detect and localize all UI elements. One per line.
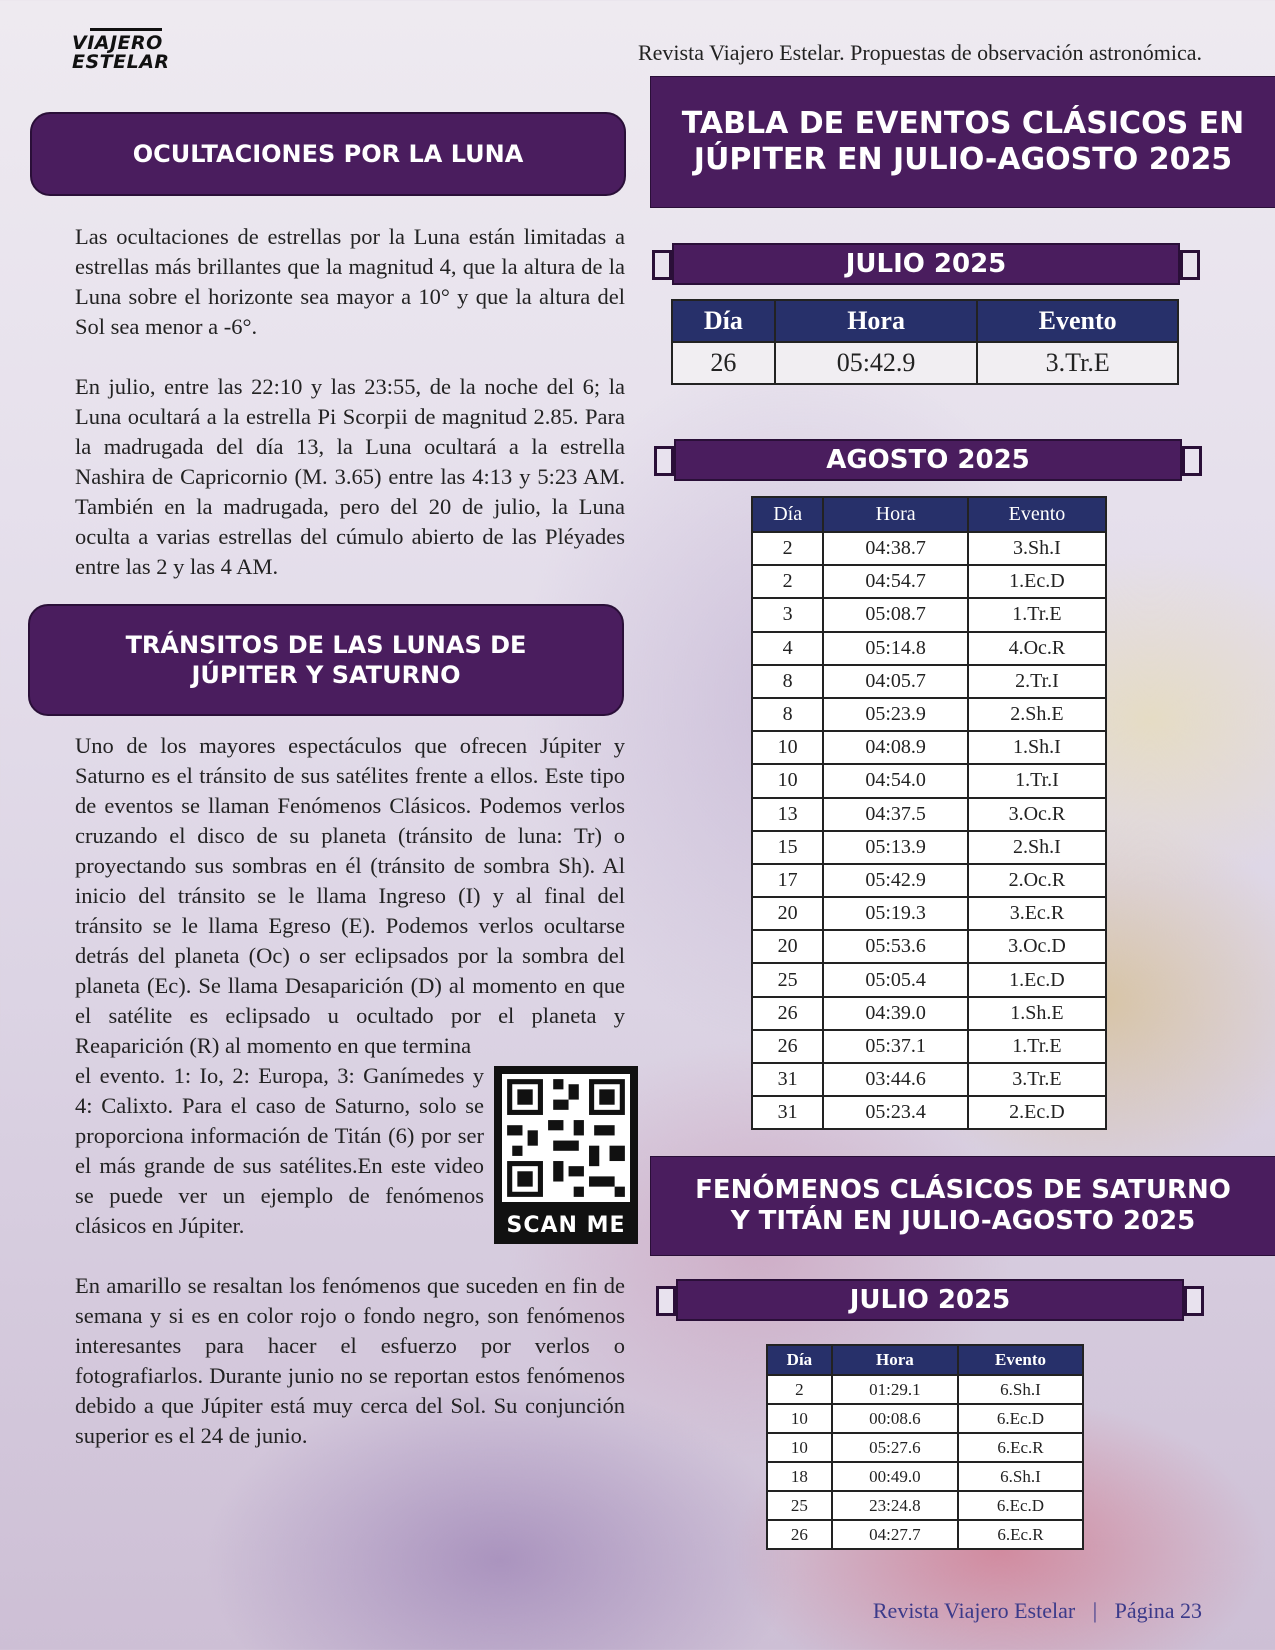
banner-end-right (1184, 1286, 1204, 1316)
cell-evento: 3.Tr.E (968, 1063, 1106, 1096)
table-row (752, 565, 1106, 598)
banner-end-right (1180, 250, 1200, 280)
saturn-title-line2: Y TITÁN EN JULIO-AGOSTO 2025 (730, 1206, 1196, 1236)
cell-evento: 6.Ec.D (958, 1404, 1083, 1433)
logo-line2: ESTELAR (72, 51, 170, 73)
banner-jupiter-agosto (674, 439, 1182, 481)
cell-hora: 04:37.5 (823, 798, 968, 831)
table-row (752, 698, 1106, 731)
paragraph-transitos-wrap: el evento. 1: Io, 2: Europa, 3: Ganímedes y 4: Calixto. Para el caso de Saturno, solo se proporciona información de Titán (6) por ser el más grande de sus satélites.En este video se puede ver un ejemplo de fenómenos clásicos en Júpiter. (75, 1063, 484, 1238)
header-hora: Hora (823, 497, 968, 532)
cell-hora: 05:13.9 (823, 831, 968, 864)
table-jupiter-julio (671, 299, 1179, 385)
cell-evento: 1.Tr.I (968, 764, 1106, 797)
section-title-jupiter (650, 76, 1275, 208)
section-title-saturno (650, 1156, 1275, 1256)
cell-dia: 10 (752, 731, 823, 764)
cell-evento: 1.Ec.D (968, 963, 1106, 996)
cell-evento: 3.Oc.D (968, 930, 1106, 963)
logo-line1: VIAJERO (72, 32, 163, 54)
jupiter-title-line2: JÚPITER EN JULIO-AGOSTO 2025 (693, 142, 1233, 177)
cell-dia: 26 (767, 1520, 832, 1549)
jupiter-title-line1: TABLA DE EVENTOS CLÁSICOS EN (681, 106, 1245, 141)
table-row (767, 1491, 1083, 1520)
cell-dia: 13 (752, 798, 823, 831)
cell-evento: 1.Sh.I (968, 731, 1106, 764)
cell-dia: 20 (752, 897, 823, 930)
cell-evento: 2.Sh.E (968, 698, 1106, 731)
cell-evento: 2.Oc.R (968, 864, 1106, 897)
table-row (672, 342, 1178, 384)
cell-dia: 10 (767, 1404, 832, 1433)
header-dia: Día (752, 497, 823, 532)
cell-hora: 03:44.6 (823, 1063, 968, 1096)
cell-hora: 05:08.7 (823, 598, 968, 631)
cell-evento: 2.Ec.D (968, 1096, 1106, 1129)
section-title-line2: JÚPITER Y SATURNO (191, 661, 461, 689)
cell-hora: 05:14.8 (823, 632, 968, 665)
cell-evento: 1.Sh.E (968, 997, 1106, 1030)
cell-dia: 2 (752, 532, 823, 565)
saturn-title-line1: FENÓMENOS CLÁSICOS DE SATURNO (695, 1175, 1231, 1205)
cell-hora: 04:54.7 (823, 565, 968, 598)
cell-evento: 3.Oc.R (968, 798, 1106, 831)
cell-hora: 01:29.1 (832, 1375, 958, 1404)
paragraph-ocultaciones-1: Las ocultaciones de estrellas por la Luna están limitadas a estrellas más brillantes que la magnitud 4, que la altura de la Luna sobre el horizonte sea mayor a 10° y que la altura del Sol sea menor a -6°. (75, 224, 625, 339)
table-row (752, 532, 1106, 565)
cell-dia: 31 (752, 1096, 823, 1129)
cell-evento: 6.Ec.D (958, 1491, 1083, 1520)
section-title-text: OCULTACIONES POR LA LUNA (132, 140, 524, 168)
cell-hora: 04:39.0 (823, 997, 968, 1030)
table-row (767, 1433, 1083, 1462)
banner-end-left (654, 446, 674, 476)
table-row (752, 963, 1106, 996)
cell-evento: 1.Tr.E (968, 1030, 1106, 1063)
cell-dia: 18 (767, 1462, 832, 1491)
cell-dia: 3 (752, 598, 823, 631)
paragraph-colores: En amarillo se resaltan los fenómenos que suceden en fin de semana y si es en color rojo o fondo negro, son fenómenos interesantes para hacer el esfuerzo por verlos o fotografiarlos. Durante junio no se reportan estos fenómenos debido a que Júpiter está muy cerca del Sol. Su conjunción superior es el 24 de junio. (75, 1273, 625, 1448)
cell-hora: 05:42.9 (823, 864, 968, 897)
header-evento: Evento (968, 497, 1106, 532)
qr-code[interactable] (494, 1066, 638, 1244)
paragraph-transitos: Uno de los mayores espectáculos que ofrecen Júpiter y Saturno es el tránsito de sus satélites frente a ellos. Este tipo de eventos se llaman Fenómenos Clásicos. Podemos verlos cruzando el disco de su planeta (tránsito de luna: Tr) o proyectando sus sombras en él (tránsito de sombra Sh). Al inicio del tránsito se le llama Ingreso (I) y al final del tránsito se le llama Egreso (E). Podemos verlos ocultarse detrás del planeta (Oc) o ser eclipsados por la sombra del planeta (Ec). Se llama Desaparición (D) al momento en que el satélite es eclipsado u ocultado por el planeta y Reaparición (R) al momento en que termina (75, 733, 625, 1058)
section-title-ocultaciones (30, 112, 626, 196)
cell-evento: 2.Tr.I (968, 665, 1106, 698)
cell-evento: 6.Sh.I (958, 1375, 1083, 1404)
footer (873, 1598, 1202, 1624)
cell-hora: 00:08.6 (832, 1404, 958, 1433)
table-header-row (752, 497, 1106, 532)
header-evento: Evento (958, 1345, 1083, 1375)
cell-evento: 4.Oc.R (968, 632, 1106, 665)
table-saturno-julio (766, 1344, 1084, 1550)
header-hora: Hora (775, 300, 978, 342)
cell-evento: 1.Tr.E (968, 598, 1106, 631)
cell-evento: 3.Ec.R (968, 897, 1106, 930)
banner-text: AGOSTO 2025 (826, 445, 1030, 475)
table-row (752, 665, 1106, 698)
table-row (752, 598, 1106, 631)
cell-hora: 04:08.9 (823, 731, 968, 764)
table-row (752, 930, 1106, 963)
cell-evento: 6.Sh.I (958, 1462, 1083, 1491)
table-row (752, 764, 1106, 797)
header-hora: Hora (832, 1345, 958, 1375)
page-number: Página 23 (1114, 1598, 1202, 1623)
running-title: Revista Viajero Estelar. Propuestas de observación astronómica. (637, 40, 1202, 65)
cell-dia: 10 (767, 1433, 832, 1462)
footer-magazine: Revista Viajero Estelar (872, 1598, 1076, 1623)
table-row (752, 731, 1106, 764)
table-row (752, 831, 1106, 864)
cell-hora: 05:27.6 (832, 1433, 958, 1462)
qr-label: SCAN ME (506, 1213, 626, 1238)
cell-evento: 6.Ec.R (958, 1433, 1083, 1462)
cell-dia: 2 (752, 565, 823, 598)
table-row (752, 1063, 1106, 1096)
table-row (767, 1375, 1083, 1404)
banner-end-left (656, 1286, 676, 1316)
cell-dia: 8 (752, 665, 823, 698)
banner-end-right (1182, 446, 1202, 476)
cell-dia: 26 (752, 1030, 823, 1063)
cell-hora: 04:27.7 (832, 1520, 958, 1549)
cell-hora: 04:38.7 (823, 532, 968, 565)
header-dia: Día (672, 300, 775, 342)
cell-dia: 31 (752, 1063, 823, 1096)
banner-jupiter-julio (672, 243, 1180, 285)
qr-code-icon (502, 1074, 630, 1202)
table-row (767, 1404, 1083, 1433)
cell-hora: 05:23.4 (823, 1096, 968, 1129)
paragraph-ocultaciones-2: En julio, entre las 22:10 y las 23:55, de la noche del 6; la Luna ocultará a la estrella Pi Scorpii de magnitud 2.85. Para la madrugada del día 13, la Luna ocultará a la estrella Nashira de Capricornio (M. 3.65) entre las 4:13 y 5:23 AM. También en la madrugada, pero del 20 de julio, la Luna oculta a varias estrellas del cúmulo abierto de las Pléyades entre las 2 y las 4 AM. (75, 374, 625, 579)
telescope-icon (90, 28, 162, 31)
cell-hora: 04:54.0 (823, 764, 968, 797)
cell-dia: 17 (752, 864, 823, 897)
table-row (752, 1030, 1106, 1063)
table-header-row (672, 300, 1178, 342)
cell-hora: 05:42.9 (775, 342, 978, 384)
cell-hora: 05:23.9 (823, 698, 968, 731)
cell-hora: 05:05.4 (823, 963, 968, 996)
cell-evento: 1.Ec.D (968, 565, 1106, 598)
logo (72, 30, 170, 74)
cell-dia: 15 (752, 831, 823, 864)
header-dia: Día (767, 1345, 832, 1375)
cell-dia: 2 (767, 1375, 832, 1404)
cell-evento: 6.Ec.R (958, 1520, 1083, 1549)
cell-hora: 05:37.1 (823, 1030, 968, 1063)
banner-text: JULIO 2025 (845, 249, 1007, 279)
header-evento: Evento (977, 300, 1178, 342)
cell-dia: 26 (752, 997, 823, 1030)
cell-hora: 05:53.6 (823, 930, 968, 963)
banner-text: JULIO 2025 (849, 1285, 1011, 1315)
banner-saturno-julio (676, 1279, 1184, 1321)
table-row (752, 897, 1106, 930)
cell-dia: 4 (752, 632, 823, 665)
table-header-row (767, 1345, 1083, 1375)
cell-hora: 04:05.7 (823, 665, 968, 698)
section-title-transitos (28, 604, 624, 716)
section-title-line1: TRÁNSITOS DE LAS LUNAS DE (125, 631, 527, 659)
cell-evento: 3.Sh.I (968, 532, 1106, 565)
cell-hora: 05:19.3 (823, 897, 968, 930)
cell-hora: 00:49.0 (832, 1462, 958, 1491)
cell-dia: 8 (752, 698, 823, 731)
table-row (752, 864, 1106, 897)
cell-dia: 20 (752, 930, 823, 963)
table-jupiter-agosto (751, 496, 1107, 1130)
cell-dia: 25 (767, 1491, 832, 1520)
cell-dia: 25 (752, 963, 823, 996)
footer-separator: | (1092, 1598, 1098, 1623)
table-row (767, 1462, 1083, 1491)
banner-end-left (652, 250, 672, 280)
table-row (752, 997, 1106, 1030)
table-row (752, 1096, 1106, 1129)
table-row (752, 798, 1106, 831)
cell-dia: 10 (752, 764, 823, 797)
cell-dia: 26 (672, 342, 775, 384)
cell-hora: 23:24.8 (832, 1491, 958, 1520)
table-row (767, 1520, 1083, 1549)
table-row (752, 632, 1106, 665)
cell-evento: 3.Tr.E (977, 342, 1178, 384)
cell-evento: 2.Sh.I (968, 831, 1106, 864)
